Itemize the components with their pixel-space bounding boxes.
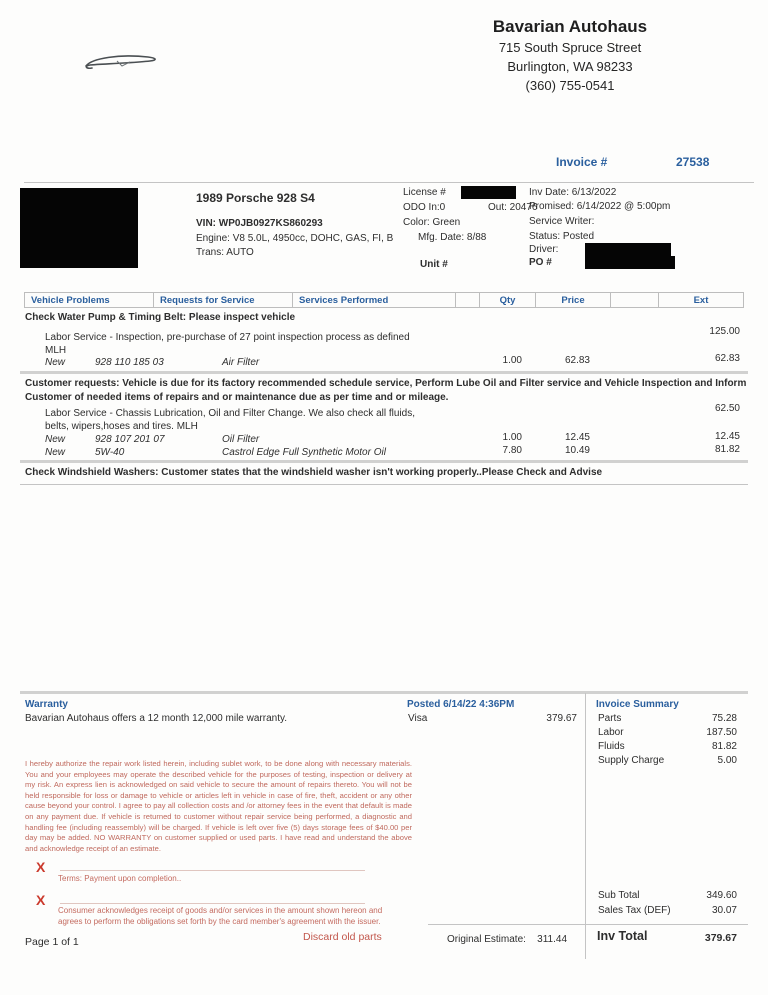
inv-total-value: 379.67 bbox=[704, 932, 737, 944]
vehicle-color: Color: Green bbox=[403, 217, 461, 228]
col-ext: Ext bbox=[658, 292, 744, 308]
section2-labor-line2: belts, wipers,hoses and tires. MLH bbox=[45, 421, 198, 432]
summary-tax-value: 30.07 bbox=[711, 905, 737, 916]
unit-label: Unit # bbox=[420, 259, 448, 270]
summary-supply-label: Supply Charge bbox=[598, 755, 665, 766]
redaction-box-po bbox=[585, 256, 675, 269]
page-indicator: Page 1 of 1 bbox=[25, 936, 79, 948]
vehicle-vin: VIN: WP0JB0927KS860293 bbox=[196, 218, 323, 229]
col-spacer-2 bbox=[610, 292, 658, 308]
summary-parts-label: Parts bbox=[598, 713, 622, 724]
section1-labor-ext: 125.00 bbox=[709, 326, 740, 337]
summary-left-border bbox=[585, 693, 586, 959]
odo-in: ODO In:0 bbox=[403, 202, 446, 213]
company-address-line1: 715 South Spruce Street bbox=[498, 40, 642, 55]
section2-title: Customer requests: Vehicle is due for its factory recommended schedule service, Perform Lube Oil and Filter service and Vehicle Inspection and Inform Customer of needed items of repairs and or maintenance due as per time and or mileage. bbox=[25, 378, 747, 403]
section1-labor-line2: MLH bbox=[45, 345, 67, 356]
part-status: New bbox=[45, 447, 66, 458]
redaction-box-customer bbox=[20, 188, 138, 268]
redaction-box-license bbox=[461, 186, 516, 199]
status: Status: Posted bbox=[529, 231, 595, 242]
summary-labor-value: 187.50 bbox=[706, 727, 737, 738]
warranty-text: Bavarian Autohaus offers a 12 month 12,000 mile warranty. bbox=[25, 713, 288, 724]
license-label: License # bbox=[403, 187, 446, 198]
signature-line bbox=[60, 870, 365, 871]
inv-date: Inv Date: 6/13/2022 bbox=[529, 187, 617, 198]
inv-total-label: Inv Total bbox=[597, 929, 648, 943]
section-divider bbox=[20, 371, 748, 374]
part-price: 12.45 bbox=[564, 432, 590, 443]
redaction-box-driver bbox=[585, 243, 671, 256]
part-status: New bbox=[45, 357, 66, 368]
legal-disclaimer: I hereby authorize the repair work listed herein, including sublet work, to be done along with necessary materials. You and your employees may operate the described vehicle for the purposes of testing, inspection or delivery at my risk. An express lien is acknowledged on said vehicle to secure the amount of repairs thereto. You will not be held responsible for loss or damage to vehicle or articles left in vehicle in case of fire, theft, accident or any other cause beyond your control. I agree to pay all collection costs and /or attorney fees in the event that default is made on any payment due. If vehicle is returned to customer without repair service being performed, a diagnostic and handling fee (including reassembly) will be charged. If vehicle is left over five (5) days storage fees of $40.00 per day may be added. NO WARRANTY on customer supplied or used parts. I have read and understand the above and acknowledge receipt of an estimate. bbox=[25, 759, 412, 853]
col-price: Price bbox=[535, 292, 610, 308]
section1-title: Check Water Pump & Timing Belt: Please inspect vehicle bbox=[25, 312, 296, 323]
terms-text: Terms: Payment upon completion.. bbox=[58, 874, 182, 883]
summary-subtotal-value: 349.60 bbox=[706, 890, 737, 901]
part-ext: 12.45 bbox=[714, 431, 740, 442]
posted-label: Posted 6/14/22 4:36PM bbox=[407, 699, 515, 710]
vehicle-engine: Engine: V8 5.0L, 4950cc, DOHC, GAS, FI, B bbox=[196, 233, 394, 244]
section2-labor-ext: 62.50 bbox=[714, 403, 740, 414]
total-divider bbox=[428, 924, 748, 925]
col-services-performed: Services Performed bbox=[292, 292, 455, 308]
invoice-summary-title: Invoice Summary bbox=[596, 699, 679, 710]
col-spacer-1 bbox=[455, 292, 479, 308]
promised: Promised: 6/14/2022 @ 5:00pm bbox=[529, 201, 671, 212]
summary-supply-value: 5.00 bbox=[717, 755, 737, 766]
scan-artifact-mark bbox=[72, 48, 172, 82]
col-qty: Qty bbox=[479, 292, 535, 308]
company-address-line2: Burlington, WA 98233 bbox=[507, 59, 633, 74]
part-price: 62.83 bbox=[564, 355, 590, 366]
summary-labor-label: Labor bbox=[598, 727, 624, 738]
summary-subtotal-label: Sub Total bbox=[598, 890, 640, 901]
part-desc: Castrol Edge Full Synthetic Motor Oil bbox=[222, 447, 386, 458]
consumer-agreement-text: Consumer acknowledges receipt of goods and/or services in the amount shown hereon and agrees to perform the obligations set forth by the card member's agreement with the issuer. bbox=[58, 906, 383, 926]
summary-fluids-label: Fluids bbox=[598, 741, 625, 752]
part-number: 928 107 201 07 bbox=[95, 434, 165, 445]
service-writer: Service Writer: bbox=[529, 216, 595, 227]
company-name: Bavarian Autohaus bbox=[492, 17, 648, 36]
part-status: New bbox=[45, 434, 66, 445]
col-vehicle-problems: Vehicle Problems bbox=[24, 292, 153, 308]
original-estimate-value: 311.44 bbox=[537, 934, 567, 945]
signature-x-mark: X bbox=[36, 892, 46, 908]
section-divider bbox=[20, 460, 748, 463]
payment-amount: 379.67 bbox=[546, 713, 577, 724]
part-ext: 81.82 bbox=[714, 444, 740, 455]
part-number: 928 110 185 03 bbox=[95, 357, 164, 368]
part-desc: Air Filter bbox=[222, 357, 260, 368]
discard-old-parts-note: Discard old parts bbox=[303, 931, 382, 943]
section3-title: Check Windshield Washers: Customer states that the windshield washer isn't working properly..Please Check and Advise bbox=[25, 467, 603, 478]
part-price: 10.49 bbox=[564, 445, 590, 456]
company-header bbox=[400, 16, 740, 95]
warranty-title: Warranty bbox=[25, 699, 68, 710]
line-items-header bbox=[24, 292, 744, 308]
part-qty: 1.00 bbox=[502, 432, 522, 443]
summary-parts-value: 75.28 bbox=[711, 713, 737, 724]
odo-out: Out: 20476 bbox=[488, 202, 538, 213]
invoice-number-value: 27538 bbox=[676, 155, 710, 169]
payment-method: Visa bbox=[408, 713, 428, 724]
col-requests-for-service: Requests for Service bbox=[153, 292, 292, 308]
original-estimate-label: Original Estimate: bbox=[447, 934, 526, 945]
part-qty: 1.00 bbox=[502, 355, 522, 366]
vehicle-title: 1989 Porsche 928 S4 bbox=[196, 191, 315, 205]
footer-top-divider bbox=[20, 691, 748, 694]
section1-labor-line1: Labor Service - Inspection, pre-purchase of 27 point inspection process as defined bbox=[45, 332, 410, 343]
driver-label: Driver: bbox=[529, 244, 559, 255]
signature-x-mark: X bbox=[36, 859, 46, 875]
po-label: PO # bbox=[529, 257, 552, 268]
section2-labor-line1: Labor Service - Chassis Lubrication, Oil and Filter Change. We also check all fluids, bbox=[45, 408, 415, 419]
vehicle-mfg-date: Mfg. Date: 8/88 bbox=[418, 232, 487, 243]
divider bbox=[24, 182, 754, 183]
invoice-number-label: Invoice # bbox=[556, 155, 608, 169]
company-phone: (360) 755-0541 bbox=[525, 78, 615, 93]
part-desc: Oil Filter bbox=[222, 434, 260, 445]
part-number: 5W-40 bbox=[95, 447, 125, 458]
signature-line bbox=[60, 903, 365, 904]
part-qty: 7.80 bbox=[502, 445, 522, 456]
part-ext: 62.83 bbox=[714, 353, 740, 364]
divider bbox=[20, 484, 748, 485]
vehicle-trans: Trans: AUTO bbox=[196, 247, 254, 258]
summary-fluids-value: 81.82 bbox=[711, 741, 737, 752]
summary-tax-label: Sales Tax (DEF) bbox=[598, 905, 671, 916]
